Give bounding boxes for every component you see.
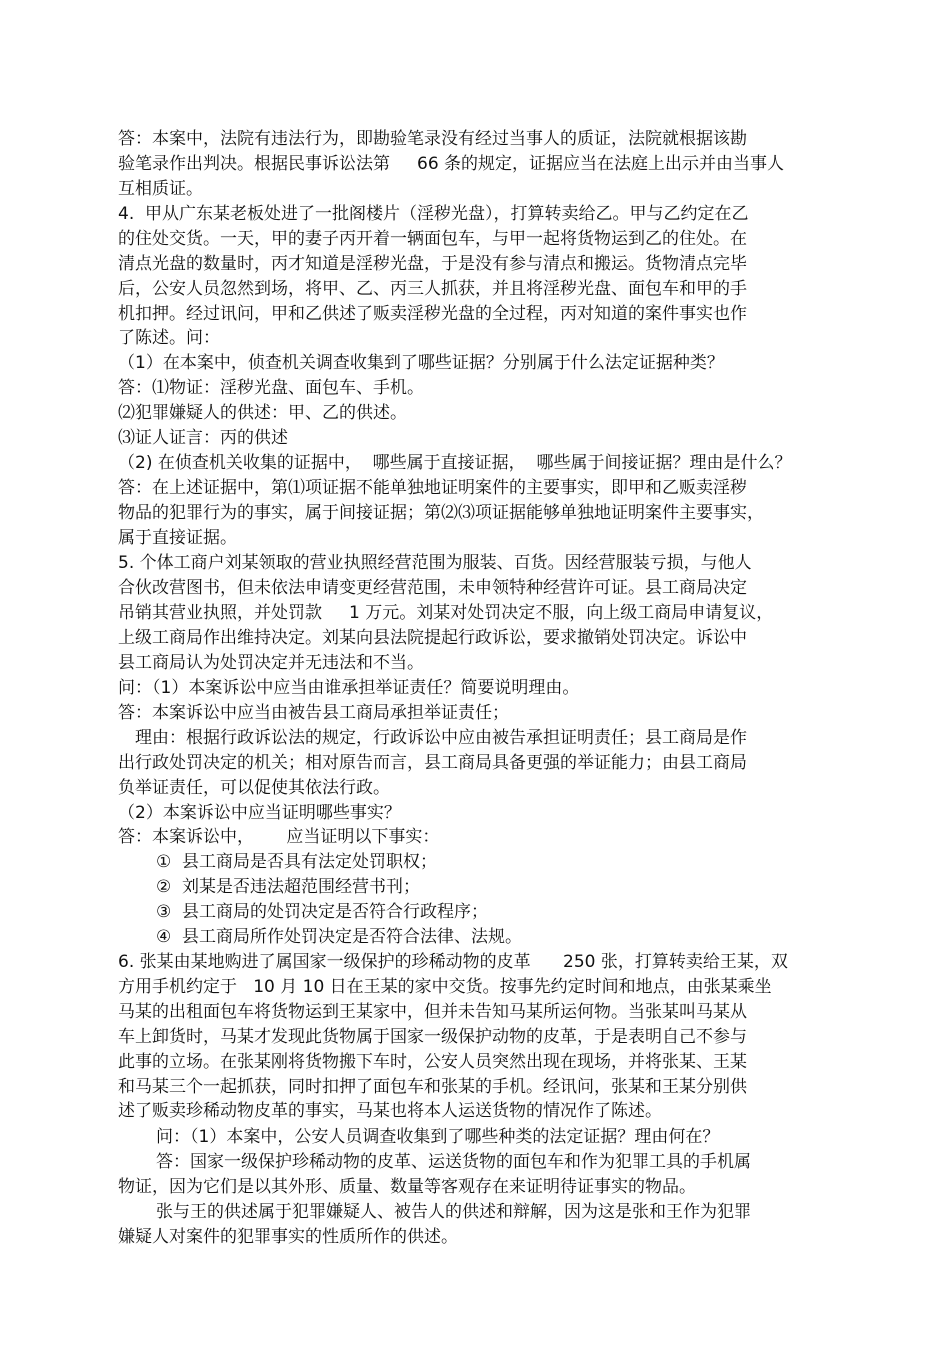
text-line: 6. 张某由某地购进了属国家一级保护的珍稀动物的皮革 250 张，打算转卖给王某，双 [118,952,788,972]
text-line: 4. 甲从广东某老板处进了一批阁楼片（淫秽光盘），打算转卖给乙。甲与乙约定在乙 [118,204,749,224]
text-line: ① 县工商局是否具有法定处罚职权； [156,852,438,872]
text-line: 合伙改营图书，但未依法申请变更经营范围，未申领特种经营许可证。县工商局决定 [118,578,747,598]
text-line: 答：本案中，法院有违法行为，即勘验笔录没有经过当事人的质证，法院就根据该勘 [118,129,747,149]
text-line: ⑶证人证言：丙的供述 [118,428,288,448]
text-line: 答：本案诉讼中， 应当证明以下事实： [118,827,440,847]
text-line: 机扣押。经过讯问，甲和乙供述了贩卖淫秽光盘的全过程，丙对知道的案件事实也作 [118,304,747,324]
text-line: 县工商局认为处罚决定并无违法和不当。 [118,653,424,673]
text-line: （2) 在侦查机关收集的证据中， 哪些属于直接证据， 哪些属于间接证据？理由是什么？ [118,453,792,473]
text-line: ③ 县工商局的处罚决定是否符合行政程序； [156,902,489,922]
text-line: 的住处交货。一天，甲的妻子丙开着一辆面包车，与甲一起将货物运到乙的住处。在 [118,229,747,249]
text-line: 马某的出租面包车将货物运到王某家中，但并未告知马某所运何物。当张某叫马某从 [118,1002,747,1022]
text-line: 此事的立场。在张某刚将货物搬下车时，公安人员突然出现在现场，并将张某、王某 [118,1052,747,1072]
text-line: 张与王的供述属于犯罪嫌疑人、被告人的供述和辩解，因为这是张和王作为犯罪 [156,1202,751,1222]
text-line: 车上卸货时，马某才发现此货物属于国家一级保护动物的皮革，于是表明自己不参与 [118,1027,747,1047]
text-line: 述了贩卖珍稀动物皮革的事实，马某也将本人运送货物的情况作了陈述。 [118,1101,662,1121]
text-line: 出行政处罚决定的机关；相对原告而言，县工商局具备更强的举证能力；由县工商局 [118,753,747,773]
text-line: ④ 县工商局所作处罚决定是否符合法律、法规。 [156,927,523,947]
text-line: （2）本案诉讼中应当证明哪些事实？ [118,803,401,823]
text-line: 负举证责任，可以促使其依法行政。 [118,778,390,798]
text-line: 互相质证。 [118,179,203,199]
text-line: 了陈述。问： [118,328,220,348]
text-line: ② 刘某是否违法超范围经营书刊； [156,877,421,897]
text-line: 吊销其营业执照，并处罚款 1 万元。刘某对处罚决定不服，向上级工商局申请复议， [118,603,774,623]
text-line: 验笔录作出判决。根据民事诉讼法第 66 条的规定，证据应当在法庭上出示并由当事人 [118,154,785,174]
text-line: ⑵犯罪嫌疑人的供述：甲、乙的供述。 [118,403,407,423]
text-line: 嫌疑人对案件的犯罪事实的性质所作的供述。 [118,1227,458,1247]
text-line: 问：（1）本案中，公安人员调查收集到了哪些种类的法定证据？理由何在？ [156,1127,720,1147]
text-line: 物证，因为它们是以其外形、质量、数量等客观存在来证明待证事实的物品。 [118,1177,696,1197]
text-line: 答：本案诉讼中应当由被告县工商局承担举证责任； [118,703,509,723]
text-line: 清点光盘的数量时，丙才知道是淫秽光盘，于是没有参与清点和搬运。货物清点完毕 [118,254,747,274]
text-line: 上级工商局作出维持决定。刘某向县法院提起行政诉讼，要求撤销处罚决定。诉讼中 [118,628,747,648]
text-line: 理由：根据行政诉讼法的规定，行政诉讼中应由被告承担证明责任；县工商局是作 [135,728,747,748]
text-line: 5. 个体工商户刘某领取的营业执照经营范围为服装、百货。因经营服装亏损，与他人 [118,553,752,573]
text-line: 答：⑴物证：淫秽光盘、面包车、手机。 [118,378,424,398]
text-line: 问：（1）本案诉讼中应当由谁承担举证责任？简要说明理由。 [118,678,580,698]
text-line: 和马某三个一起抓获，同时扣押了面包车和张某的手机。经讯问，张某和王某分别供 [118,1077,747,1097]
text-line: 答：国家一级保护珍稀动物的皮革、运送货物的面包车和作为犯罪工具的手机属 [156,1152,751,1172]
text-line: 后，公安人员忽然到场，将甲、乙、丙三人抓获，并且将淫秽光盘、面包车和甲的手 [118,279,747,299]
text-line: 属于直接证据。 [118,528,237,548]
text-line: 物品的犯罪行为的事实，属于间接证据；第⑵⑶项证据能够单独地证明案件主要事实， [118,503,764,523]
text-line: 答：在上述证据中，第⑴项证据不能单独地证明案件的主要事实，即甲和乙贩卖淫秽 [118,478,747,498]
text-line: （1）在本案中，侦查机关调查收集到了哪些证据？分别属于什么法定证据种类？ [118,353,724,373]
text-line: 方用手机约定于 10 月 10 日在王某的家中交货。按事先约定时间和地点，由张某乘坐 [118,977,772,997]
